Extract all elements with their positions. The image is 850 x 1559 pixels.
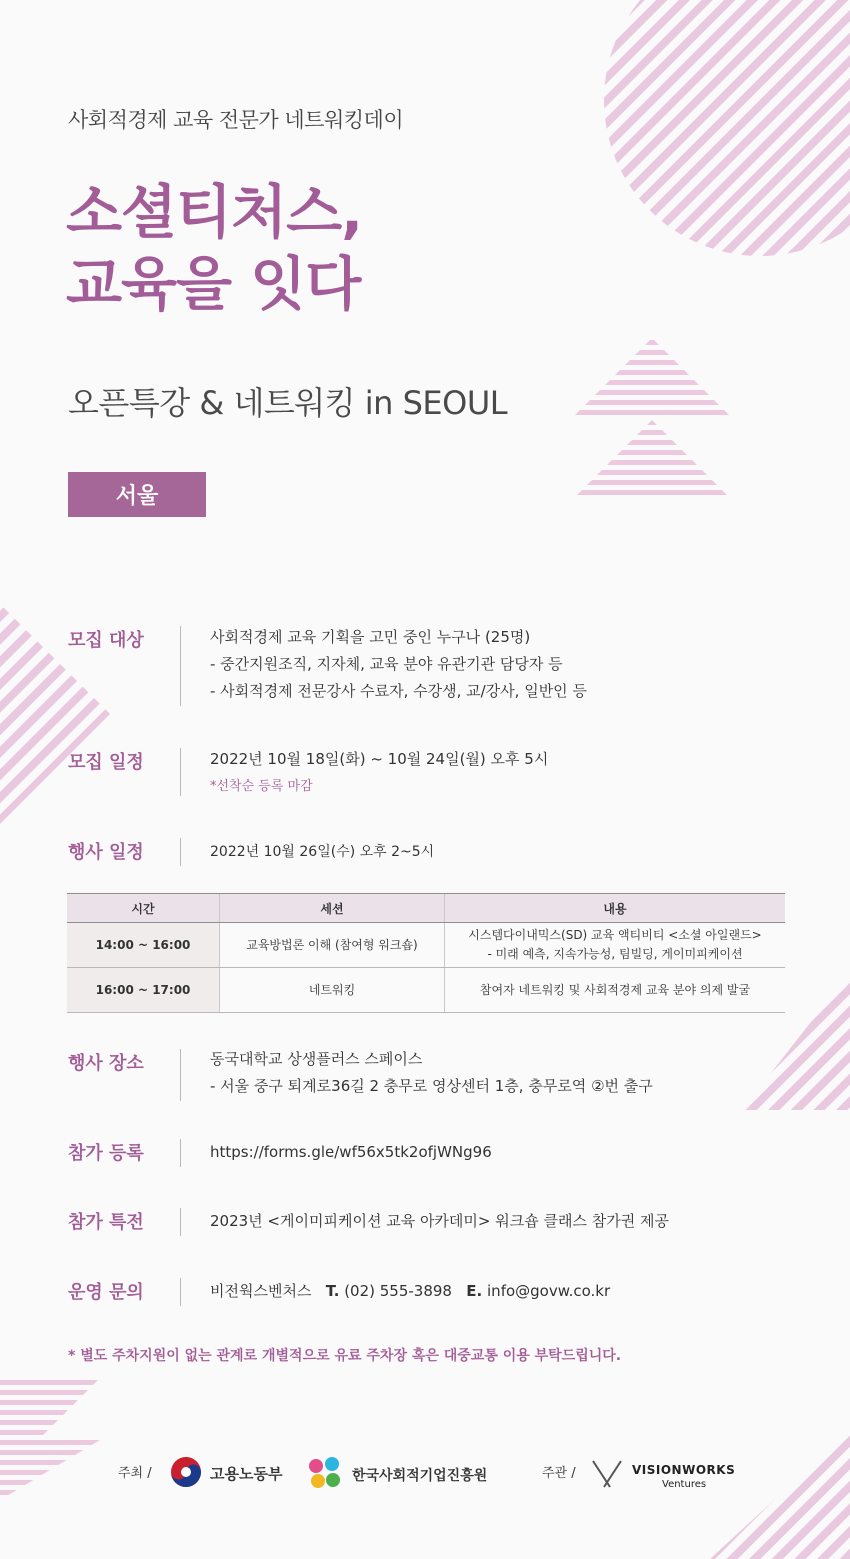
registration-label: 참가 등록 (68, 1143, 144, 1164)
divider (180, 1278, 181, 1306)
recruit-schedule-text (210, 746, 548, 800)
main-title-line1: 소셜티처스, (66, 178, 363, 246)
content-line: 참여자 네트워킹 및 사회적경제 교육 분야 의제 발굴 (479, 982, 751, 997)
venue-text (210, 1046, 653, 1100)
contact-text (210, 1278, 610, 1305)
main-title-line2: 교육을 잇다 (66, 250, 361, 318)
benefit-label: 참가 특전 (68, 1212, 144, 1233)
recruit-schedule-label: 모집 일정 (68, 752, 144, 773)
first-come-note: *선착순 등록 마감 (210, 779, 313, 794)
benefit-text: 2023년 <게이미피케이션 교육 아카데미> 워크숍 클래스 참가권 제공 (210, 1212, 669, 1230)
table-cell-content (445, 923, 786, 968)
divider (180, 1139, 181, 1167)
recruit-target-line: - 사회적경제 전문강사 수료자, 수강생, 교/강사, 일반인 등 (210, 682, 587, 700)
schedule-table (67, 893, 785, 1013)
host-agency-name: 한국사회적기업진흥원 (352, 1468, 488, 1484)
divider (180, 626, 181, 706)
content-line: 시스템다이내믹스(SD) 교육 액티비티 <소셜 아일랜드> (468, 928, 762, 942)
content-line: - 미래 예측, 지속가능성, 팀빌딩, 게이미피케이션 (487, 947, 743, 961)
venue-name: 동국대학교 상생플러스 스페이스 (210, 1050, 423, 1068)
recruit-target-text (210, 624, 587, 705)
divider (180, 838, 181, 866)
table-cell-content (445, 968, 786, 1013)
host-ministry-name: 고용노동부 (210, 1465, 283, 1483)
contact-org: 비전웍스벤처스 (210, 1282, 312, 1300)
phone-label: T. (325, 1282, 340, 1300)
recruit-schedule-dates: 2022년 10월 18일(화) ~ 10월 24일(월) 오후 5시 (210, 750, 549, 768)
table-cell-session: 교육방법론 이해 (참여형 워크숍) (220, 923, 445, 968)
event-schedule-label: 행사 일정 (68, 842, 144, 863)
recruit-target-line: - 중간지원조직, 지자체, 교육 분야 유관기관 담당자 등 (210, 655, 563, 673)
table-row (67, 923, 785, 968)
table-header-content: 내용 (445, 894, 786, 923)
event-schedule-text: 2022년 10월 26일(수) 오후 2~5시 (210, 844, 435, 860)
organizer-label: 주관 / (542, 1466, 576, 1481)
contact-label: 운영 문의 (68, 1282, 144, 1303)
striped-triangle-bottom-right (710, 1430, 850, 1559)
striped-circle (604, 0, 850, 256)
divider (180, 748, 181, 796)
kosea-logo-icon (306, 1454, 344, 1492)
striped-triangle-bottom-left-2 (0, 1440, 100, 1500)
contact-phone: (02) 555-3898 (344, 1282, 452, 1300)
region-badge: 서울 (68, 472, 206, 517)
table-cell-time: 14:00 ~ 16:00 (67, 923, 220, 968)
main-title (66, 176, 362, 320)
taegeuk-logo-icon (170, 1456, 202, 1488)
table-cell-session: 네트워킹 (220, 968, 445, 1013)
event-series-title: 사회적경제 교육 전문가 네트워킹데이 (68, 108, 404, 132)
event-subtitle: 오픈특강 & 네트워킹 in SEOUL (68, 384, 508, 422)
table-header-time: 시간 (67, 894, 220, 923)
divider (180, 1049, 181, 1101)
host-label: 주최 / (118, 1466, 152, 1481)
venue-label: 행사 장소 (68, 1053, 144, 1074)
striped-triangle-lower (572, 420, 732, 500)
table-row (67, 968, 785, 1013)
venue-address: - 서울 중구 퇴계로36길 2 충무로 영상센터 1층, 충무로역 ②번 출구 (210, 1077, 653, 1095)
organizer-sub: Ventures (662, 1479, 707, 1490)
table-cell-time: 16:00 ~ 17:00 (67, 968, 220, 1013)
recruit-target-line: 사회적경제 교육 기획을 고민 중인 누구나 (25명) (210, 628, 531, 646)
parking-note: * 별도 주차지원이 없는 관계로 개별적으로 유료 주차장 혹은 대중교통 이용 부탁드립니다. (68, 1348, 622, 1364)
striped-triangle-upper (570, 338, 734, 420)
table-header-row (67, 894, 785, 923)
organizer-name: VISIONWORKS (632, 1463, 736, 1477)
visionworks-logo-icon (590, 1458, 624, 1490)
registration-link[interactable]: https://forms.gle/wf56x5tk2ofjWNg96 (210, 1143, 492, 1161)
email-label: E. (466, 1282, 483, 1300)
table-header-session: 세션 (220, 894, 445, 923)
contact-email[interactable]: info@govw.co.kr (487, 1282, 611, 1300)
divider (180, 1208, 181, 1236)
recruit-target-label: 모집 대상 (68, 630, 144, 651)
